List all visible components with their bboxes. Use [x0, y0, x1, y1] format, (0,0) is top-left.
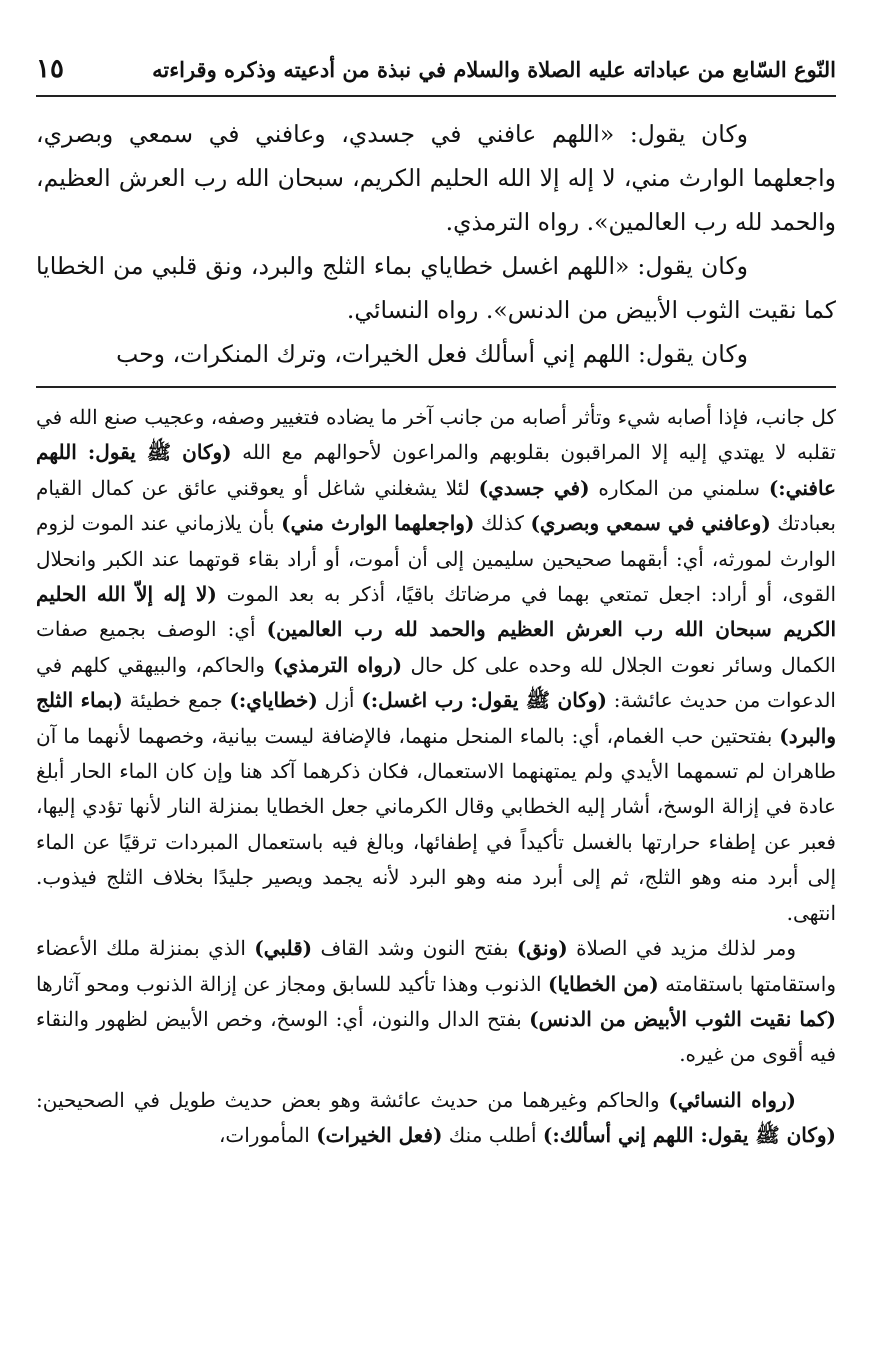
quoted-phrase: (قلبي): [254, 936, 313, 961]
header-rule: [36, 95, 836, 97]
quoted-phrase: (وعافني في سمعي وبصري): [530, 511, 771, 536]
commentary-text: جمع خطيئة: [122, 688, 230, 713]
footnote-separator: [36, 386, 836, 388]
running-title: النّوع السّابع من عباداته عليه الصلاة والسلام في نبذة من أدعيته وذكره وقراءته: [152, 56, 836, 82]
commentary-text: المأمورات،: [218, 1123, 317, 1148]
commentary-text: الذنوب وهذا تأكيد للسابق ومجاز عن إزالة الذنوب ومحو آثارها: [36, 971, 549, 996]
quoted-phrase: (وكان ﷺ يقول: رب اغسل:): [361, 688, 607, 713]
commentary-text: بفتحتين حب الغمام، أي: بالماء المنحل منهما، فالإضافة ليست بيانية، وخصهما لأنهما ما آن طاهران لم تسمهما الأيدي ولم يمتهنهما الاستعمال، فكان ذكرهما آكد هنا وإن كان الماء الحار أبلغ عادة في إزالة الوسخ، أشار إليه الخطابي وقال الكرماني جعل الخطايا بمنزلة النار لأنها تؤدي إليها، فعبر عن إطفاء حرارتها بالغسل تأكيداً في إطفائها، وبالغ فيه باستعمال المبردات ترقيًا عن الماء إلى أبرد منه وهو الثلج، ثم إلى أبرد منه وهو البرد لأنه يجمد ويصير جليدًا بخلاف الثلج فيذوب. انتهى.: [36, 723, 836, 925]
quoted-phrase: (فعل الخيرات): [316, 1123, 443, 1148]
main-paragraph: وكان يقول: «اللهم اغسل خطاياي بماء الثلج والبرد، ونق قلبي من الخطايا كما نقيت الثوب الأبيض من الدنس». رواه النسائي.: [36, 252, 836, 324]
quoted-phrase: (كما نقيت الثوب الأبيض من الدنس): [529, 1006, 836, 1031]
quoted-phrase: (من الخطايا): [548, 971, 659, 996]
quoted-phrase: (في جسدي): [478, 475, 590, 500]
quoted-phrase: (لا إله إلاّ الله الحليم الكريم سبحان الله رب العرش العظيم والحمد لله رب العالمين): [36, 582, 836, 642]
quoted-phrase: (وكان ﷺ يقول: اللهم عافني:): [36, 440, 836, 500]
commentary-text: أزل: [317, 688, 362, 713]
commentary-text: لئلا يشغلني شاغل أو يعوقني عائق عن كمال القيام بعبادتك: [36, 475, 836, 536]
page-number: ١٥: [36, 54, 64, 84]
commentary-text: الذي بمنزلة ملك الأعضاء واستقامتها باستقامته: [36, 936, 836, 996]
main-paragraph: وكان يقول: «اللهم عافني في جسدي، وعافني في سمعي وبصري، واجعلهما الوارث مني، لا إله إلا الله الحليم الكريم، سبحان الله رب العرش العظيم، والحمد لله رب العالمين». رواه الترمذي.: [36, 120, 836, 236]
commentary-text: أي: الوصف بجميع صفات الكمال وسائر نعوت الجلال لله وحده على كل حال: [36, 617, 836, 677]
commentary-paragraph: [36, 931, 836, 1073]
quoted-phrase: (رواه النسائي): [668, 1087, 796, 1112]
commentary-text: كذلك: [474, 511, 531, 536]
quoted-phrase: (ونق): [516, 936, 568, 961]
quoted-phrase: (خطاياي:): [229, 688, 318, 713]
quoted-phrase: (رواه الترمذي): [273, 652, 403, 677]
commentary-text: بفتح النون وشد القاف: [312, 936, 517, 961]
commentary-text: أطلب منك: [442, 1123, 543, 1148]
commentary-text: والحاكم وغيرهما من حديث عائشة وهو بعض حديث طويل في الصحيحين:: [36, 1087, 669, 1112]
page-header: [36, 46, 836, 92]
commentary-text: بأن يلازماني عند الموت لزوم الوارث لمورثه، أي: أبقهما صحيحين سليمين إلى أن أموت، أو أراد بقاء قوتهما عند الكبر وانحلال القوى، أو أراد: اجعل تمتعي بهما في مرضاتك باقيًا، أذكر به بعد الموت: [36, 511, 836, 607]
book-page: [36, 0, 836, 1363]
commentary-text: ومر لذلك مزيد في الصلاة: [567, 936, 796, 961]
commentary: [36, 400, 836, 1154]
main-text: [36, 112, 836, 376]
quoted-phrase: (وكان ﷺ يقول: اللهم إني أسألك:): [542, 1123, 836, 1148]
commentary-text: كل جانب، فإذا أصابه شيء وتأثر أصابه من جانب آخر ما يضاده فتغيير وصفه، وعجيب صنع الله في تقلبه لا يهتدي إليه إلا المراقبون بقلوبهم والمراعون لأحوالهم مع الله: [36, 405, 837, 465]
quoted-phrase: (بماء الثلج والبرد): [36, 688, 836, 748]
commentary-paragraph: [36, 400, 836, 931]
commentary-text: سلمني من المكاره: [589, 475, 769, 500]
commentary-text: بفتح الدال والنون، أي: الوسخ، وخص الأبيض لظهور والنقاء فيه أقوى من غيره.: [36, 1006, 836, 1067]
commentary-paragraph: [36, 1083, 836, 1154]
commentary-text: والحاكم، والبيهقي كلهم في الدعوات من حديث عائشة:: [36, 652, 836, 713]
main-paragraph: وكان يقول: اللهم إني أسألك فعل الخيرات، وترك المنكرات، وحب: [116, 340, 748, 368]
quoted-phrase: (واجعلهما الوارث مني): [281, 511, 475, 536]
